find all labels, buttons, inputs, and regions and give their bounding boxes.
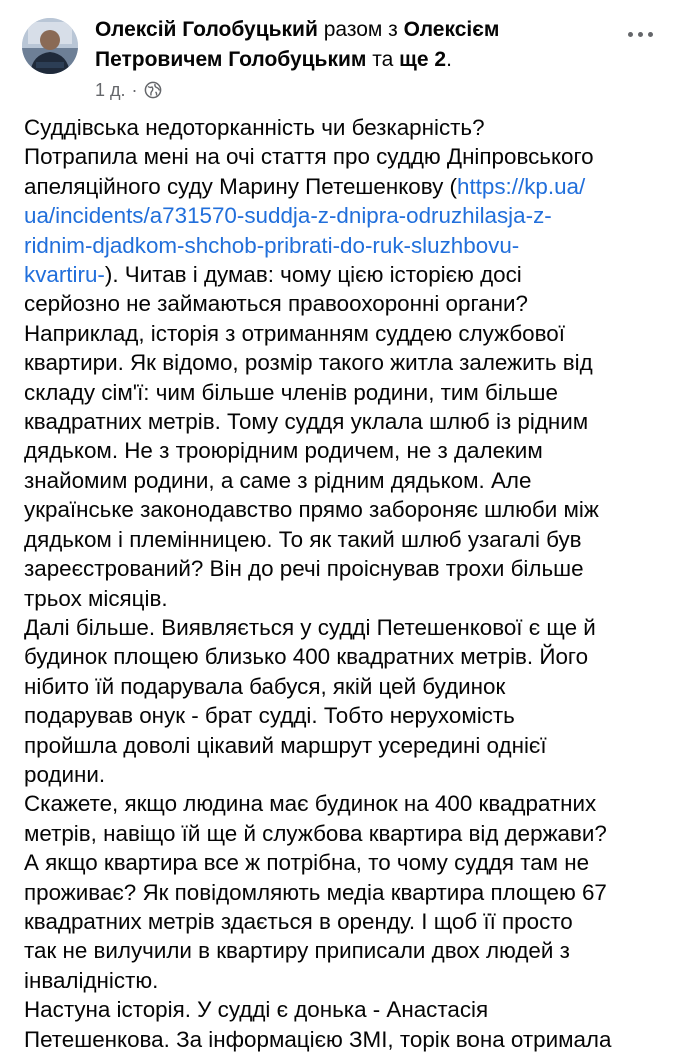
text-line: серйозно не займаються правоохоронні органи? [24, 291, 528, 317]
meta-separator: · [131, 79, 138, 100]
text-line: Настуна історія. У судді є донька - Анастасія [24, 997, 489, 1023]
text-line: Скажете, якщо людина має будинок на 400 квадратних [24, 791, 597, 817]
text-line: подарував онук - брат судді. Тобто нерухомість [24, 703, 515, 729]
text-line: kvartiru-). Читав і думав: чому цією історією досі [24, 262, 522, 288]
text-line: нібито їй подарувала бабуся, якій цей будинок [24, 673, 506, 699]
article-link[interactable]: https://kp.ua/ [457, 173, 586, 199]
post-author-line: Олексій Голобуцький разом з Олексієм Петровичем Голобуцьким та ще 2. [95, 18, 500, 71]
text-line: квадратних метрів здається в оренду. І щоб її просто [24, 908, 573, 934]
with-word: разом з [323, 18, 398, 41]
text-line: складу сім'ї: чим більше членів родини, тим більше [24, 379, 558, 405]
text-line [24, 231, 664, 260]
text-line: дядьком. Не з троюрідним родичем, не з далеким [24, 438, 543, 464]
text-line: апеляційного суду Марину Петешенкову (https://kp.ua/ [24, 173, 586, 199]
text-line: пройшла доволі цікавий маршрут усередині однієї [24, 732, 547, 758]
more-options-button[interactable] [620, 22, 660, 46]
article-link[interactable]: kvartiru- [24, 262, 105, 288]
and-word: та [372, 48, 394, 71]
text-line: Наприклад, історія з отриманням суддею службової [24, 320, 565, 346]
text-line: Потрапила мені на очі стаття про суддю Дніпровського [24, 144, 594, 170]
post-text [24, 113, 664, 1054]
text-line: метрів, навіщо їй ще й службова квартира від держави? [24, 820, 607, 846]
article-link[interactable]: ridnim-djadkom-shchob-pribrati-do-ruk-sluzhbovu- [24, 232, 520, 258]
text-line: родини. [24, 761, 106, 787]
post-meta [95, 78, 162, 102]
text-line: будинок площею близько 400 квадратних метрів. Його [24, 644, 589, 670]
avatar-image [22, 18, 78, 74]
globe-icon[interactable] [144, 81, 162, 99]
author-name[interactable]: Олексій Голобуцький [95, 18, 318, 41]
post-text-rest [24, 289, 664, 1054]
text-line [24, 201, 664, 230]
text-line: Петешенкова. За інформацією ЗМІ, торік вона отримала [24, 1026, 612, 1052]
post-time[interactable]: 1 д. [95, 79, 126, 100]
text-line: Далі більше. Виявляється у судді Петешенкової є ще й [24, 614, 596, 640]
tagged-others-link[interactable]: ще 2 [399, 48, 447, 71]
text-line: Суддівська недоторканність чи безкарність? [24, 115, 485, 140]
text-line: квартири. Як відомо, розмір такого житла залежить від [24, 350, 593, 376]
text-line: дядьком і племінницею. То як такий шлюб узагалі був [24, 526, 582, 552]
tagged-person-link[interactable]: Олексієм Петровичем Голобуцьким [95, 18, 500, 71]
text-line: проживає? Як повідомляють медіа квартира площею 67 [24, 879, 607, 905]
text-line: так не вилучили в квартиру приписали двох людей з [24, 938, 570, 964]
more-options-icon [628, 32, 633, 37]
post-header [0, 0, 675, 110]
text-line: зареєстрований? Він до речі проіснував трохи більше [24, 556, 584, 582]
text-line: квадратних метрів. Тому суддя уклала шлюб із рідним [24, 409, 589, 435]
article-link[interactable]: ua/incidents/a731570-suddja-z-dnipra-odruzhilasja-z- [24, 203, 552, 229]
text-line: А якщо квартира все ж потрібна, то чому суддя там не [24, 850, 590, 876]
text-line: українське законодавство прямо забороняє шлюби між [24, 497, 599, 523]
text-line: трьох місяців. [24, 585, 168, 611]
text-line: знайомим родини, а саме з рідним дядьком. Але [24, 467, 532, 493]
text-line: інвалідністю. [24, 967, 159, 993]
avatar[interactable] [22, 18, 78, 74]
